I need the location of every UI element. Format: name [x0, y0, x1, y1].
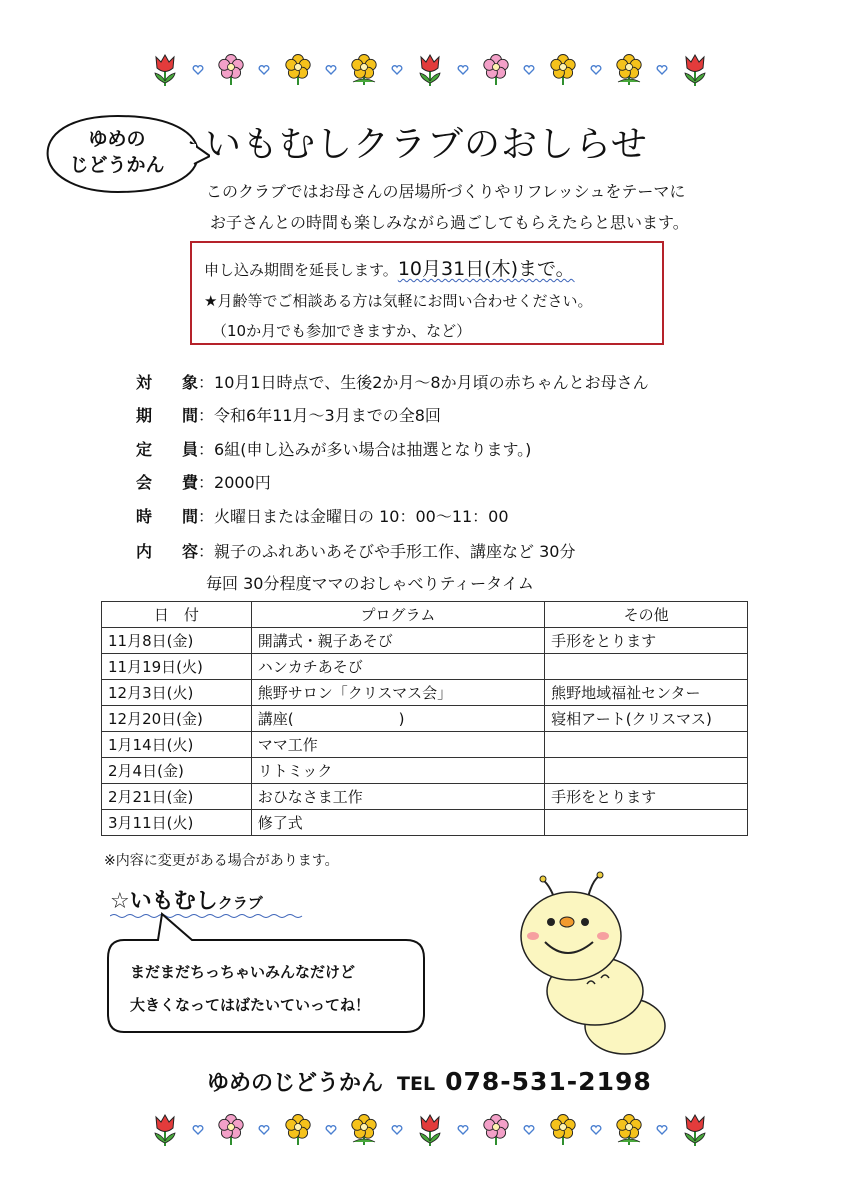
pink-flower-icon	[481, 1114, 511, 1146]
date-cell: 11月19日(火)	[102, 654, 252, 680]
program-cell: 熊野サロン「クリスマス会」	[251, 680, 544, 706]
heart-icon	[258, 64, 270, 76]
program-cell: リトミック	[251, 758, 544, 784]
heart-icon	[656, 1124, 668, 1136]
heart-icon	[590, 1124, 602, 1136]
heart-icon	[391, 1124, 403, 1136]
heart-icon	[192, 1124, 204, 1136]
program-cell: 講座( )	[251, 706, 544, 732]
date-cell: 2月21日(金)	[102, 784, 252, 810]
heart-icon	[192, 64, 204, 76]
other-cell: 寝相アート(クリスマス)	[545, 706, 748, 732]
label-time: 時 間	[136, 507, 198, 526]
table-row	[102, 784, 748, 810]
heart-icon	[523, 1124, 535, 1136]
yellow-green-flower-icon	[349, 1114, 379, 1146]
heart-icon	[258, 1124, 270, 1136]
star-icon: ☆	[110, 889, 130, 914]
yellow-flower-icon	[283, 54, 313, 86]
bottom-flower-border	[150, 1110, 710, 1150]
notice-line3: （10か月でも参加できますか、など）	[212, 322, 472, 340]
date-cell: 3月11日(火)	[102, 810, 252, 836]
other-cell: 手形をとります	[545, 628, 748, 654]
table-row	[102, 654, 748, 680]
org-name: ゆめのじどうかん	[207, 1071, 384, 1096]
notice-extension: 申し込み期間を延長します。	[204, 261, 398, 279]
label-period: 期 間	[136, 406, 198, 425]
table-header-row	[102, 602, 748, 628]
header-program: プログラム	[251, 602, 544, 628]
contact-footer	[207, 1066, 652, 1097]
club-suffix: クラブ	[217, 894, 263, 912]
date-cell: 1月14日(火)	[102, 732, 252, 758]
program-cell: ハンカチあそび	[251, 654, 544, 680]
other-cell	[545, 654, 748, 680]
page-title: いもむしクラブのおしらせ	[205, 124, 648, 165]
date-cell: 12月3日(火)	[102, 680, 252, 706]
value-content-2: 毎回 30分程度ママのおしゃべりティータイム	[206, 574, 534, 593]
header-date: 日 付	[102, 602, 252, 628]
speech-line1: ゆめの	[88, 128, 146, 150]
tulip-icon	[150, 53, 180, 87]
date-cell: 12月20日(金)	[102, 706, 252, 732]
label-capacity: 定 員	[136, 440, 198, 459]
tulip-icon	[680, 1113, 710, 1147]
notice-line1	[204, 254, 575, 281]
value-capacity: ：6組(申し込みが多い場合は抽選となります。)	[198, 440, 532, 459]
top-flower-border	[150, 50, 710, 90]
program-cell: おひなさま工作	[251, 784, 544, 810]
table-row	[102, 758, 748, 784]
other-cell	[545, 758, 748, 784]
label-content: 内 容	[136, 542, 198, 561]
change-note: ※内容に変更がある場合があります。	[104, 853, 339, 869]
notice-deadline: 10月31日(木)まで。	[397, 258, 575, 280]
yellow-green-flower-icon	[614, 1114, 644, 1146]
date-cell: 11月8日(金)	[102, 628, 252, 654]
intro-line1: このクラブではお母さんの居場所づくりやリフレッシュをテーマに	[206, 182, 686, 201]
club-name: いもむし	[129, 889, 218, 914]
club-heading	[110, 884, 263, 915]
org-speech-bubble	[58, 126, 176, 178]
program-cell: 開講式・親子あそび	[251, 628, 544, 654]
other-cell	[545, 732, 748, 758]
yellow-flower-icon	[548, 54, 578, 86]
heart-icon	[523, 64, 535, 76]
yellow-green-flower-icon	[349, 54, 379, 86]
caterpillar-illustration	[515, 866, 675, 1056]
heart-icon	[325, 1124, 337, 1136]
heart-icon	[656, 64, 668, 76]
value-time: ：火曜日または金曜日の 10：00～11：00	[198, 507, 509, 526]
table-row	[102, 810, 748, 836]
heart-icon	[590, 64, 602, 76]
speech-line2: じどうかん	[69, 154, 165, 176]
schedule-table	[101, 601, 748, 836]
yellow-green-flower-icon	[614, 54, 644, 86]
yellow-flower-icon	[283, 1114, 313, 1146]
message-line1: まだまだちっちゃいみんなだけど	[130, 963, 356, 981]
table-row	[102, 732, 748, 758]
program-cell: ママ工作	[251, 732, 544, 758]
pink-flower-icon	[216, 1114, 246, 1146]
value-target: ：10月1日時点で、生後2か月～8か月頃の赤ちゃんとお母さん	[198, 373, 649, 392]
tulip-icon	[415, 1113, 445, 1147]
tel-number[interactable]: 078-531-2198	[445, 1067, 652, 1096]
tulip-icon	[415, 53, 445, 87]
table-row	[102, 706, 748, 732]
label-target: 対 象	[136, 373, 198, 392]
header-other: その他	[545, 602, 748, 628]
heart-icon	[457, 64, 469, 76]
value-period: ：令和6年11月～3月までの全8回	[198, 406, 441, 425]
program-cell: 修了式	[251, 810, 544, 836]
other-cell	[545, 810, 748, 836]
date-cell: 2月4日(金)	[102, 758, 252, 784]
heart-icon	[391, 64, 403, 76]
pink-flower-icon	[216, 54, 246, 86]
pink-flower-icon	[481, 54, 511, 86]
tulip-icon	[150, 1113, 180, 1147]
value-fee: ：2000円	[198, 473, 271, 492]
tel-label: TEL	[397, 1073, 436, 1095]
label-fee: 会 費	[136, 473, 198, 492]
table-row	[102, 628, 748, 654]
table-row	[102, 680, 748, 706]
other-cell: 熊野地域福祉センター	[545, 680, 748, 706]
yellow-flower-icon	[548, 1114, 578, 1146]
message-line2: 大きくなってはばたいていってね！	[130, 996, 371, 1014]
intro-line2: お子さんとの時間も楽しみながら過ごしてもらえたらと思います。	[210, 213, 689, 232]
heart-icon	[457, 1124, 469, 1136]
heart-icon	[325, 64, 337, 76]
value-content: ：親子のふれあいあそびや手形工作、講座など 30分	[198, 542, 576, 561]
notice-line2: ★月齢等でご相談ある方は気軽にお問い合わせください。	[204, 292, 593, 310]
other-cell: 手形をとります	[545, 784, 748, 810]
tulip-icon	[680, 53, 710, 87]
